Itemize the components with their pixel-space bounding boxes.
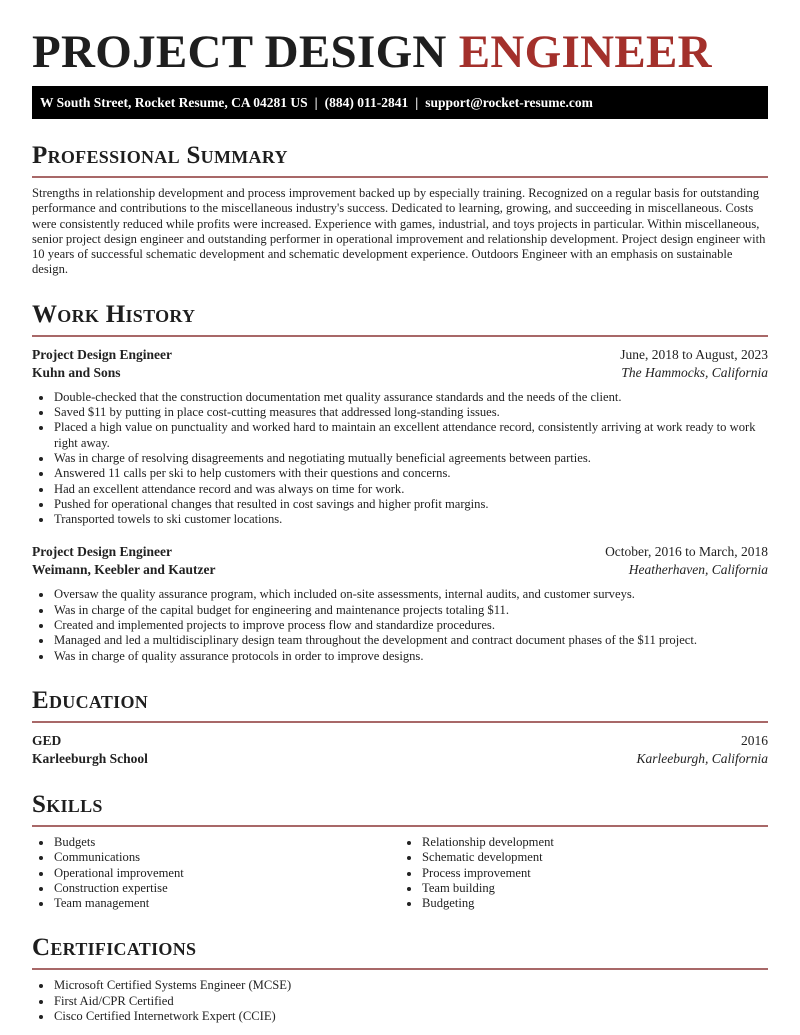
section-heading-work: Work History — [32, 300, 196, 328]
skills-column-right — [400, 835, 768, 911]
section-heading-education: Education — [32, 686, 149, 714]
section-heading-certifications: Certifications — [32, 934, 197, 962]
skills-column-left — [32, 835, 400, 911]
separator: | — [415, 95, 419, 110]
skills-list — [32, 827, 768, 911]
address: W South Street, Rocket Resume, CA 04281 US — [40, 95, 308, 110]
section-heading-skills: Skills — [32, 790, 103, 818]
job-bullet: • Pushed for operational changes that resulted in cost savings and higher profit margins. — [53, 497, 768, 512]
skill-item: • Team management — [53, 896, 400, 911]
divider — [32, 176, 768, 178]
title-accent: ENGINEER — [458, 26, 712, 78]
phone: (884) 011-2841 — [324, 95, 409, 110]
skill-item: • Construction expertise — [53, 881, 400, 896]
divider — [32, 721, 768, 723]
job-bullet: • Was in charge of resolving disagreements and negotiating mutually beneficial agreements between parties. — [53, 451, 768, 466]
job-bullet: • Created and implemented projects to improve process flow and standardize procedures. — [53, 618, 768, 633]
job-dates: October, 2016 to March, 2018 — [605, 544, 768, 560]
skill-item: • Budgeting — [421, 896, 768, 911]
job-dates: June, 2018 to August, 2023 — [620, 346, 768, 362]
company: Weimann, Keebler and Kautzer — [32, 562, 216, 578]
skill-item: • Operational improvement — [53, 866, 400, 881]
job-bullets — [32, 587, 768, 663]
skill-item: • Process improvement — [421, 866, 768, 881]
job-bullet: • Double-checked that the construction documentation met quality assurance standards and the needs of the client. — [53, 390, 768, 405]
skill-item: • Team building — [421, 881, 768, 896]
job-bullet: • Transported towels to ski customer locations. — [53, 512, 768, 527]
job-list — [32, 346, 768, 664]
job-title: Project Design Engineer — [32, 346, 172, 362]
job-bullet: • Was in charge of quality assurance protocols in order to improve designs. — [53, 649, 768, 664]
job-bullet: • Placed a high value on punctuality and worked hard to maintain an excellent attendance record, consistently arriving at work ready to work right away. — [53, 420, 768, 451]
section-heading-summary: Professional Summary — [32, 142, 288, 169]
skill-item: • Schematic development — [421, 850, 768, 865]
job-bullet: • Answered 11 calls per ski to help customers with their questions and concerns. — [53, 466, 768, 481]
school: Karleeburgh School — [32, 750, 148, 766]
job-bullet: • Was in charge of the capital budget for engineering and maintenance projects totaling $11. — [53, 603, 768, 618]
job-entry — [32, 346, 768, 528]
job-bullet: • Managed and led a multidisciplinary design team throughout the development and contract document phases of the $11 project. — [53, 633, 768, 648]
contact-bar — [32, 86, 768, 119]
job-bullet: • Had an excellent attendance record and was always on time for work. — [53, 482, 768, 497]
divider — [32, 968, 768, 970]
job-bullet: • Saved $11 by putting in place cost-cutting measures that addressed long-standing issues. — [53, 405, 768, 420]
certification-item: • Microsoft Certified Systems Engineer (MCSE) — [53, 978, 768, 993]
degree: GED — [32, 732, 62, 748]
job-location: The Hammocks, California — [621, 364, 768, 380]
skill-item: • Communications — [53, 850, 400, 865]
job-location: Heatherhaven, California — [628, 562, 768, 578]
job-bullets — [32, 390, 768, 528]
education-year: 2016 — [741, 732, 768, 748]
certification-item: • First Aid/CPR Certified — [53, 994, 768, 1009]
email: support@rocket-resume.com — [425, 95, 593, 110]
resume-title: PROJECT DESIGN ENGINEER — [32, 26, 712, 78]
school-location: Karleeburgh, California — [636, 750, 768, 766]
certifications-list — [32, 978, 768, 1024]
company: Kuhn and Sons — [32, 364, 121, 380]
skill-item: • Budgets — [53, 835, 400, 850]
divider — [32, 335, 768, 337]
job-bullet: • Oversaw the quality assurance program, which included on-site assessments, internal audits, and customer surveys. — [53, 587, 768, 602]
job-entry — [32, 543, 768, 663]
skill-item: • Relationship development — [421, 835, 768, 850]
job-title: Project Design Engineer — [32, 544, 172, 560]
summary-text: Strengths in relationship development and process improvement backed up by especially training. Recognized on a regular basis for outstanding performance and contributions to the miscellaneous industry's success. Dedicated to learning, growing, and succeeding in miscellaneous. Costs were consistently reduced while profits were increased. Experience with games, industrial, and toys projects in particular. Within miscellaneous, senior project design engineer and outstanding performer in operational improvement and relationship development. Project design engineer with 10 years of successful schematic development and schematic development experience. Outdoors Engineer with an emphasis on sustainable design. — [32, 186, 766, 277]
separator: | — [314, 95, 318, 110]
education-entry — [32, 732, 768, 768]
certification-item: • Cisco Certified Internetwork Expert (CCIE) — [53, 1009, 768, 1024]
